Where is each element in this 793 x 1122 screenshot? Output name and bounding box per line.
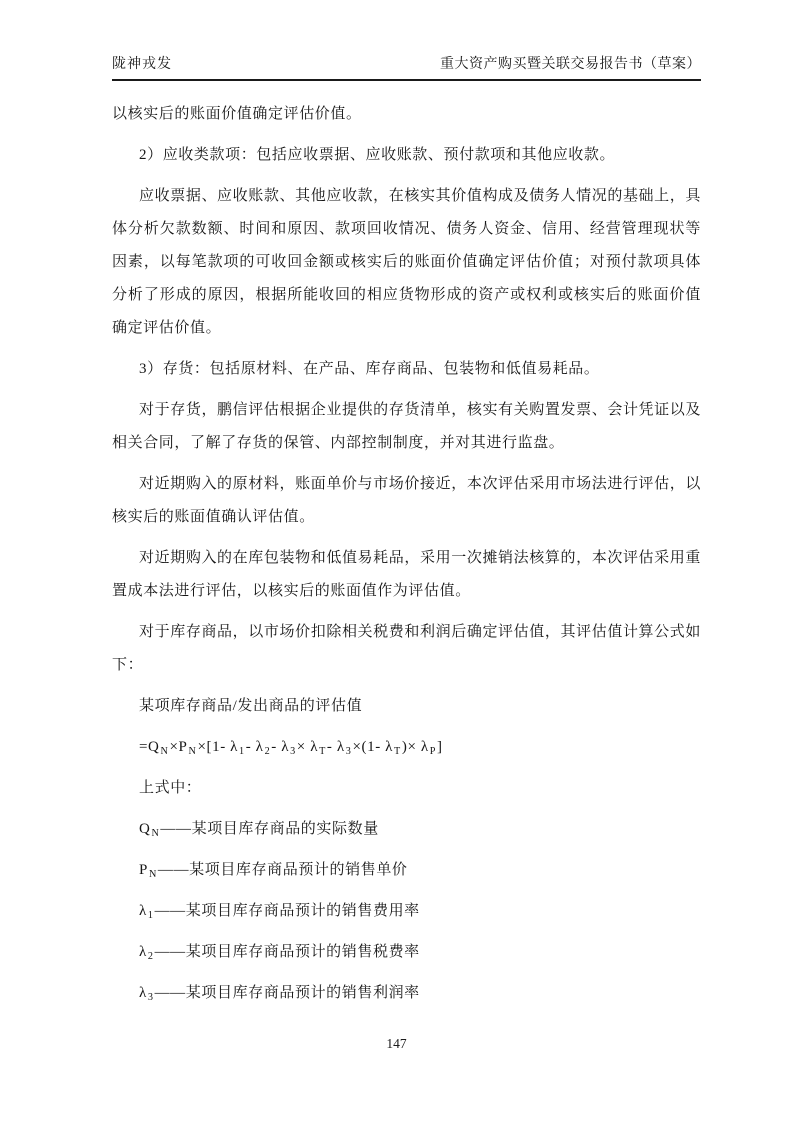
formula-term-lambda3: $\lambda_3——$某项目库存商品预计的销售利润率 [139,985,420,1003]
paragraph-continuation: 以核实后的账面价值确定评估价值。 [112,106,362,122]
paragraph-finished-goods: 对于库存商品，以市场价扣除相关税费和利润后确定评估值，其评估值计算公式如下： [112,624,701,673]
paragraph-raw-materials: 对近期购入的原材料，账面单价与市场价接近，本次评估采用市场法进行评估，以核实后的账面值确认评估值。 [112,476,701,525]
formula: $=Q_N\times P_N\times[1-$ $\lambda_1-$ $\lambda_2-$ $\lambda_3\times \lambda_T-$ $\lambda_3\times(1-$ $\lambda_T)\times \lambda_P$] [139,739,443,757]
paragraph-inventory-heading: 3）存货：包括原材料、在产品、库存商品、包装物和低值易耗品。 [139,361,600,377]
document-body [112,98,701,1010]
header-report-title: 重大资产购买暨关联交易报告书（草案） [440,57,701,72]
paragraph-receivables-detail: 应收票据、应收账款、其他应收款，在核实其价值构成及债务人情况的基础上，具体分析欠款数额、时间和原因、款项回收情况、债务人资金、信用、经营管理现状等因素，以每笔款项的可收回金额或核实后的账面价值确定评估价值；对预付款项具体分析了形成的原因，根据所能收回的相应货物形成的资产或权利或核实后的账面价值确定评估价值。 [112,188,701,336]
formula-term-lambda2: $\lambda_2——$某项目库存商品预计的销售税费率 [139,944,420,962]
formula-term-pn: $P_N——$某项目库存商品预计的销售单价 [139,862,408,880]
paragraph-formula-caption: 某项库存商品/发出商品的评估值 [139,698,363,714]
formula-term-lambda1: $\lambda_1——$某项目库存商品预计的销售费用率 [139,903,420,921]
paragraph-packaging-materials: 对近期购入的在库包装物和低值易耗品，采用一次摊销法核算的，本次评估采用重置成本法进行评估，以核实后的账面值作为评估值。 [112,550,701,599]
header-company-name: 陇神戎发 [112,57,172,72]
page-header [112,56,701,81]
paragraph-formula-legend-intro: 上式中： [139,780,202,796]
paragraph-receivables-heading: 2）应收类款项：包括应收票据、应收账款、预付款项和其他应收款。 [139,147,616,163]
page-number: 147 [386,1036,407,1051]
page-footer [0,1036,793,1052]
formula-term-qn: $Q_N——$某项目库存商品的实际数量 [139,821,379,839]
paragraph-inventory-verification: 对于存货，鹏信评估根据企业提供的存货清单，核实有关购置发票、会计凭证以及相关合同，了解了存货的保管、内部控制制度，并对其进行监盘。 [112,402,701,451]
